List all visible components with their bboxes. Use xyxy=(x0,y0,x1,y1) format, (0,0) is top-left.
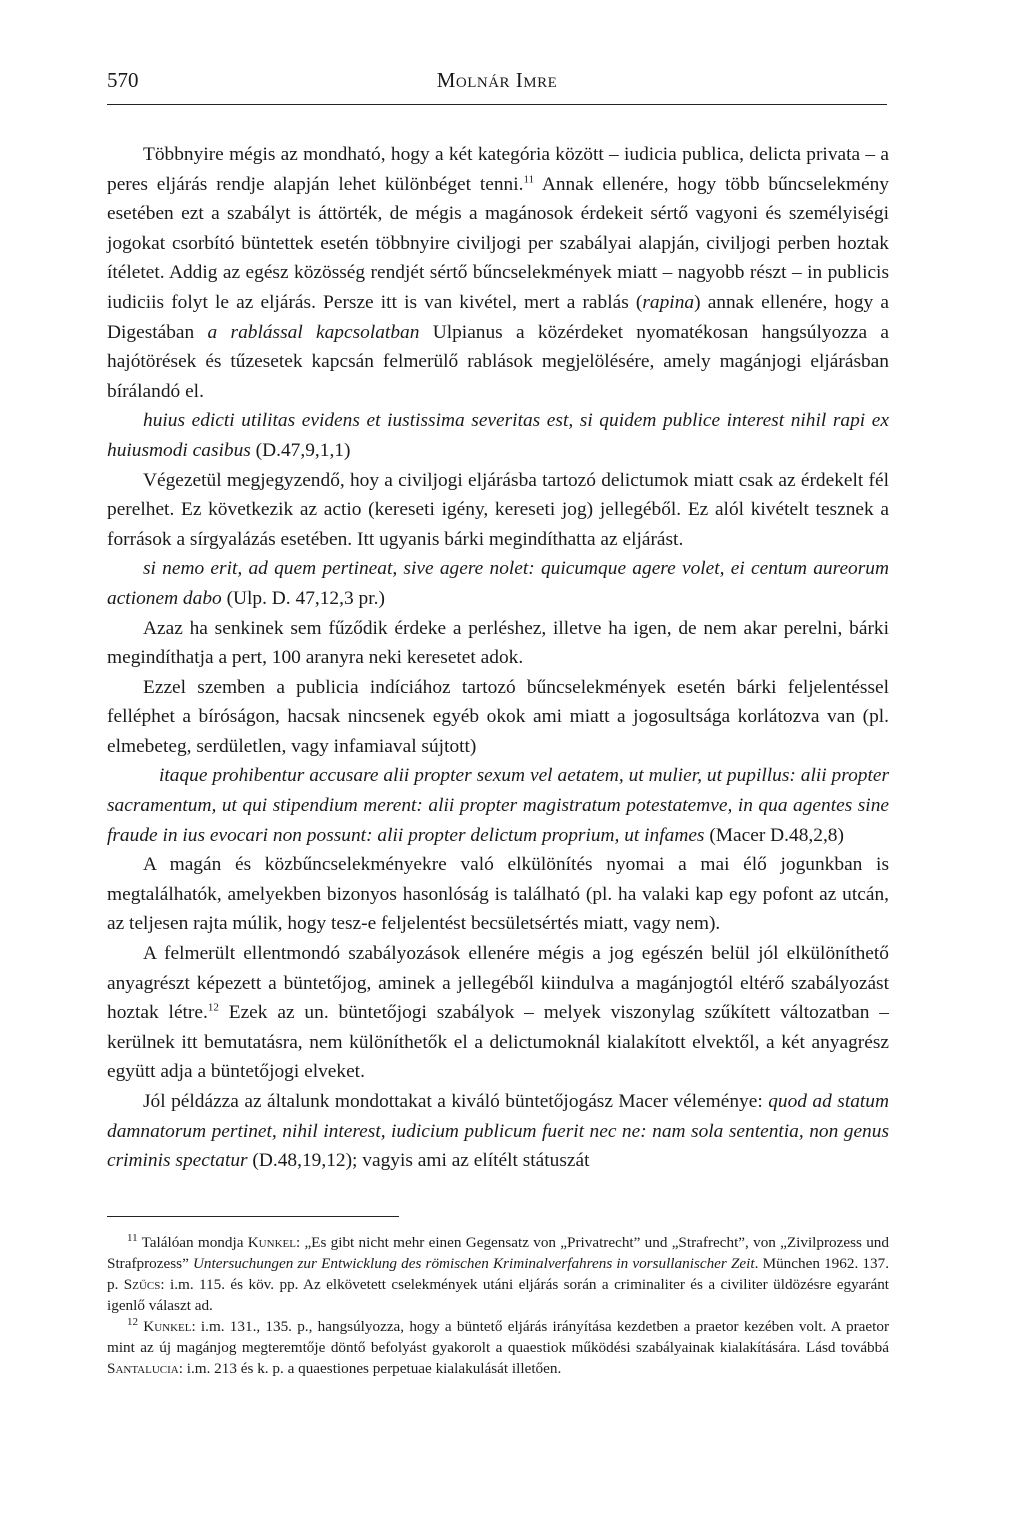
text-run: Jól példázza az általunk mondottakat a kiváló büntetőjogász Macer véleménye: xyxy=(143,1091,769,1112)
running-title: Molnár Imre xyxy=(436,68,558,92)
paragraph-3: Azaz ha senkinek sem fűződik érdeke a perléshez, illetve ha igen, de nem akar perelni, bárki megindíthatja a pert, 100 aranyra neki keresetet adok. xyxy=(107,617,889,669)
latin-quote-3 xyxy=(107,761,889,850)
footnote-12 xyxy=(107,1316,889,1379)
quote-citation: (Macer D.48,2,8) xyxy=(704,824,844,846)
text-run: : i.m. 131., 135. p., hangsúlyozza, hogy a büntető eljárás irányítása kezdetben a praetor kezében volt. A praetor mint az új magánjog megteremtője döntő befolyást gyakorolt a quaestiok működési szabályainak kialakítására. Lásd továbbá xyxy=(107,1318,889,1356)
latin-quote-text: itaque prohibentur accusare alii propter sexum vel aetatem, ut mulier, ut pupillus: alii propter sacramentum, ut qui stipendium merent: alii propter magistratum potestatemve, in qua agentes sine fraude in ius evocari non possunt: alii propter delictum proprium, ut infames xyxy=(107,765,889,846)
latin-term: rapina xyxy=(642,291,695,313)
text-run: : i.m. 213 és k. p. a quaestiones perpetuae kialakulását illetően. xyxy=(178,1360,562,1377)
text-run: ) annak ellenére, hogy a Digestában xyxy=(107,291,889,343)
latin-quote-1 xyxy=(107,406,889,465)
paragraph-5: A magán és közbűncselekményekre való elkülönítés nyomai a mai élő jogunkban is megtalálhatók, amelyekben bizonyos hasonlóság is található (pl. ha valaki kap egy pofont az utcán, az teljesen rajta múlik, hogy tesz-e feljelentést becsületsértés miatt, vagy nem). xyxy=(107,854,889,935)
paragraph-7 xyxy=(107,1087,889,1176)
text-run: (D.48,19,12); vagyis ami az elítélt státuszát xyxy=(247,1150,590,1172)
footnotes xyxy=(107,1232,889,1379)
text-run: Ezek az un. büntetőjogi szabályok – melyek viszonylag szűkített változatban – kerülnek itt bemutatásra, nem különíthetők el a delictumoknál kialakított elvektől, a két anyagrész együtt adja a büntetőjogi elveket. xyxy=(107,1002,890,1083)
quote-citation: (D.47,9,1,1) xyxy=(250,439,351,461)
paragraph-1 xyxy=(107,140,889,406)
text-run: A felmerült ellentmondó szabályozások ellenére mégis a jog egészén belül jól elkülöníthető anyagrészt képezett a büntetőjog, aminek a jellegéből kiindulva a magánjogtól eltérő szabályozást hoztak létre. xyxy=(107,943,889,1024)
page-number: 570 xyxy=(107,68,139,92)
text-run: : „Es gibt nicht mehr einen Gegensatz von „Privatrecht” und „Strafrecht”, von „Zivilprozess und Strafprozess” xyxy=(107,1234,889,1272)
author-name: Kunkel xyxy=(247,1234,296,1251)
footnote-ref-12: 12 xyxy=(207,1001,219,1014)
author-name: Kunkel xyxy=(143,1318,192,1335)
latin-quote-2 xyxy=(107,554,889,613)
body-text xyxy=(107,140,889,1176)
footnote-number: 11 xyxy=(127,1231,138,1244)
italic-phrase: a rablással kapcsolatban xyxy=(207,321,420,343)
paragraph-6 xyxy=(107,939,889,1087)
page-header xyxy=(107,68,887,98)
latin-quote-text: si nemo erit, ad quem pertineat, sive agere nolet: quicumque agere volet, ei centum aureorum actionem dabo xyxy=(107,558,889,609)
author-name: Santalucia xyxy=(107,1360,179,1377)
text-run: Találóan mondja xyxy=(137,1234,248,1251)
text-run: Annak ellenére, hogy több bűncselekmény esetében ezt a szabályt is áttörték, de mégis a magánosok érdekeit sértő vagyoni és személyiségi jogokat csorbító büntettek esetén többnyire civiljogi per szabályai alapján, civiljogi perben hoztak ítéletet. Addig az egész közösség rendjét sértő bűncselekmények miatt – nagyobb részt – in publicis iudiciis folyt le az eljárás. Persze itt is van kivétel, mert a rablás ( xyxy=(107,173,889,313)
latin-quote-text: huius edicti utilitas evidens et iustissima severitas est, si quidem publice interest nihil rapi ex huiusmodi casibus xyxy=(107,410,889,461)
footnote-number: 12 xyxy=(127,1315,138,1328)
footnote-11 xyxy=(107,1232,889,1316)
book-title: Untersuchungen zur Entwicklung des römischen Kriminalverfahrens in vorsullanischer Zeit xyxy=(192,1255,755,1272)
text-run: . München 1962. 137. p. xyxy=(107,1255,889,1293)
footnote-rule xyxy=(107,1216,399,1217)
text-run: Ulpianus a közérdeket nyomatékosan hangsúlyozza a hajótörések és tűzesetek kapcsán felmerülő rablások megjelölésére, amely magánjogi eljárásban bírálandó el. xyxy=(107,321,890,402)
footnote-ref-11: 11 xyxy=(523,173,535,186)
latin-quote-text: quod ad statum damnatorum pertinet, nihil interest, iudicium publicum fuerit nec ne: nam sola sententia, non genus criminis spectatur xyxy=(107,1091,889,1172)
paragraph-4: Ezzel szemben a publicia indíciához tartozó bűncselekmények esetén bárki feljelentéssel felléphet a bíróságon, hacsak nincsenek egyéb okok ami miatt a jogosultsága korlátozva van (pl. elmebeteg, serdületlen, vagy infamiaval sújtott) xyxy=(107,676,889,757)
header-rule xyxy=(107,104,887,105)
text-run: : i.m. 115. és köv. pp. Az elkövetett cselekmények utáni eljárás során a criminaliter és a civiliter üldözésre egyaránt igenlő választ ad. xyxy=(107,1276,890,1314)
author-name: Szűcs xyxy=(123,1276,161,1293)
text-run: Többnyire mégis az mondható, hogy a két kategória között – iudicia publica, delicta privata – a peres eljárás rendje alapján lehet különbéget tenni. xyxy=(107,144,889,195)
paragraph-2: Végezetül megjegyzendő, hoy a civiljogi eljárásba tartozó delictumok miatt csak az érdekelt fél perelhet. Ez következik az actio (kereseti igény, kereseti jog) jellegéből. Ez alól kivételt tesznek a források a sírgyalázás esetében. Itt ugyanis bárki megindíthatta az eljárást. xyxy=(107,469,889,550)
quote-citation: (Ulp. D. 47,12,3 pr.) xyxy=(221,587,385,609)
